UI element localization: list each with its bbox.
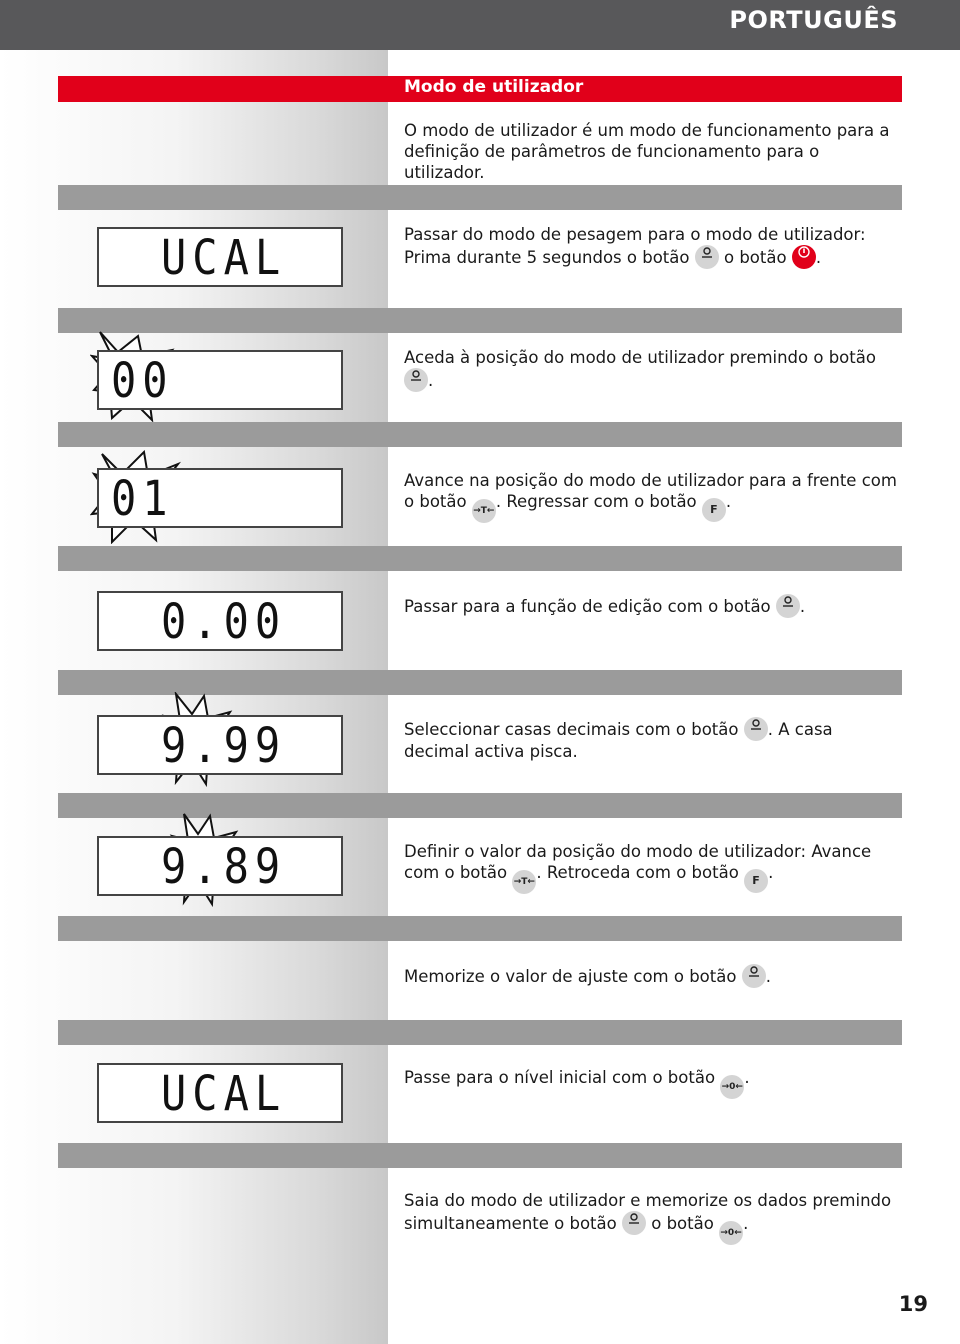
tare-button-icon: →T← [512, 870, 536, 894]
lcd-value: UCAL [161, 229, 287, 286]
lcd-value: 00 [111, 352, 174, 409]
intro-text: O modo de utilizador é um modo de funcionamento para a definição de parâmetros de funcionamento para o utilizador. [404, 121, 890, 182]
lcd-display [97, 350, 343, 410]
step-text-part: Aceda à posição do modo de utilizador premindo o botão [404, 348, 876, 367]
user-button-icon [695, 245, 719, 269]
step-text-part: . Retroceda com o botão [536, 863, 739, 882]
step-text [404, 717, 900, 762]
header-bar [0, 0, 960, 50]
section-title-bar [58, 76, 902, 102]
step-text-part: . [428, 371, 434, 390]
user-button-icon [776, 594, 800, 618]
step-text-part: o botão [723, 248, 787, 267]
step-text [404, 964, 900, 988]
lcd-display [97, 836, 343, 896]
step-text-part: Seleccionar casas decimais com o botão [404, 720, 739, 739]
step-text [404, 224, 900, 269]
step-text-part: . [799, 597, 806, 616]
function-button-icon: F [702, 498, 726, 522]
step-text-part: Passar para a função de edição com o botão [404, 597, 771, 616]
separator [58, 916, 902, 941]
user-button-icon [744, 717, 768, 741]
step-text [404, 470, 900, 523]
step-text-part: Passe para o nível inicial com o botão [404, 1068, 716, 1087]
step-text-part: o botão [651, 1214, 714, 1233]
lcd-display [97, 227, 343, 287]
step-text-part: . [743, 1214, 749, 1233]
step-text-part: Memorize o valor de ajuste com o botão [404, 967, 737, 986]
lcd-display [97, 1063, 343, 1123]
user-button-icon [622, 1211, 646, 1235]
lcd-value: 9.89 [161, 838, 287, 895]
separator [58, 308, 902, 333]
tare-button-icon: →T← [472, 499, 496, 523]
language-label: PORTUGUÊS [729, 6, 898, 34]
separator [58, 546, 902, 571]
page-number: 19 [898, 1292, 928, 1316]
step-text-part: Avance na posição do modo de utilizador para a frente com o botão [404, 471, 897, 511]
lcd-display [97, 591, 343, 651]
lcd-value: 01 [111, 470, 174, 527]
lcd-value: 9.99 [161, 717, 287, 774]
lcd-display [97, 715, 343, 775]
step-text [404, 347, 900, 392]
step-text-part: . [768, 863, 774, 882]
step-text-part: . [744, 1068, 750, 1087]
step-text [404, 1190, 900, 1245]
power-button-icon [792, 245, 816, 269]
step-text-part: Definir o valor da posição do modo de utilizador: Avance com o botão [404, 842, 872, 882]
step-text [404, 841, 900, 894]
lcd-display [97, 468, 343, 528]
step-text-part: . A casa decimal activa pisca. [404, 720, 833, 761]
step-text-part: . Regressar com o botão [495, 492, 697, 511]
separator [58, 1020, 902, 1045]
user-button-icon [742, 964, 766, 988]
separator [58, 185, 902, 210]
step-text [404, 1067, 900, 1099]
function-button-icon: F [744, 869, 768, 893]
zero-button-icon: →0← [719, 1221, 743, 1245]
lcd-value: UCAL [161, 1065, 287, 1122]
step-text-part: . [815, 248, 822, 267]
section-title: Modo de utilizador [404, 77, 584, 97]
separator [58, 422, 902, 447]
user-button-icon [404, 368, 428, 392]
step-text [404, 594, 900, 618]
step-text-part: Passar do modo de pesagem para o modo de utilizador: Prima durante 5 segundos o botão [404, 225, 866, 267]
zero-button-icon: →0← [720, 1075, 744, 1099]
step-text-part: . [725, 492, 732, 511]
lcd-value: 0.00 [161, 593, 287, 650]
step-text-part: Saia do modo de utilizador e memorize os dados premindo simultaneamente o botão [404, 1191, 892, 1233]
separator [58, 1143, 902, 1168]
step-text-part: . [765, 967, 771, 986]
